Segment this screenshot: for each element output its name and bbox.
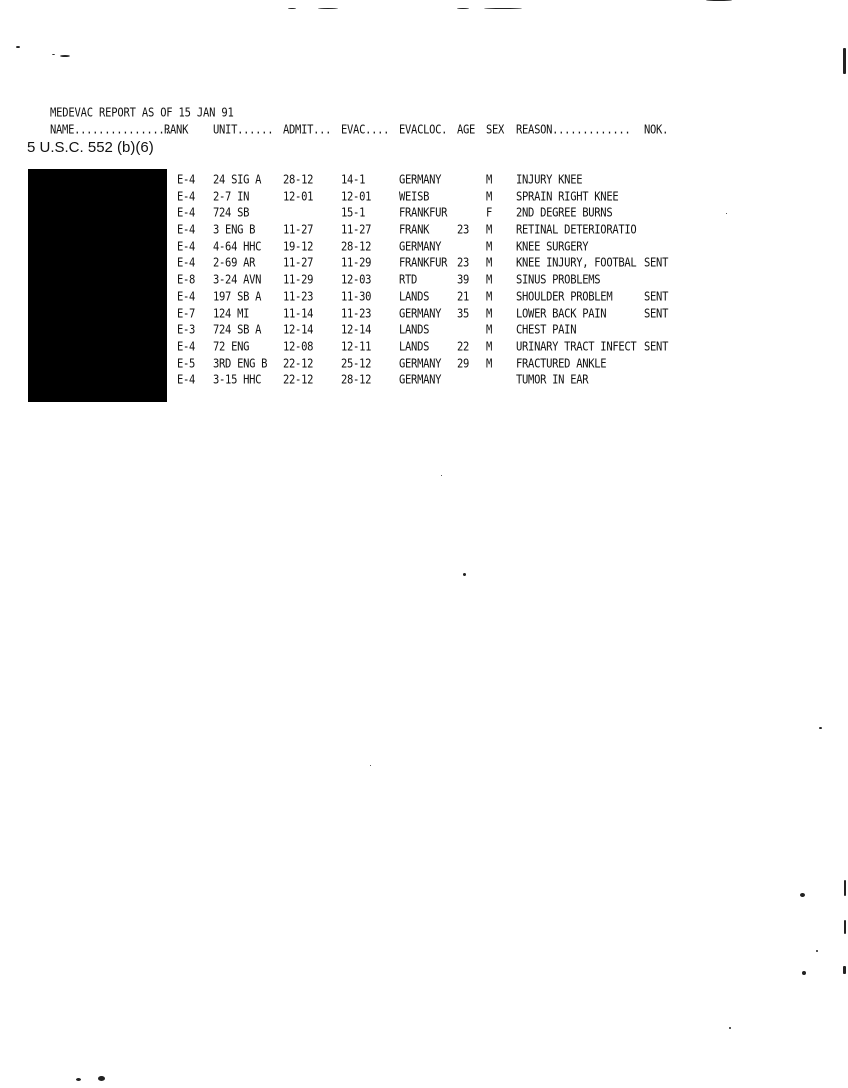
- table-row: [0, 190, 848, 207]
- cell-rank: E-4: [177, 173, 196, 187]
- cell-unit: 3RD ENG B: [213, 356, 268, 371]
- column-header-sex: SEX: [486, 123, 505, 137]
- cell-nok: SENT: [644, 256, 669, 271]
- cell-reason: FRACTURED ANKLE: [516, 356, 607, 371]
- cell-rank: E-4: [177, 256, 196, 271]
- cell-admit: 11-23: [283, 289, 314, 304]
- cell-rank: E-4: [177, 189, 196, 204]
- medevac-table: [0, 173, 848, 390]
- cell-unit: 4-64 HHC: [213, 239, 262, 254]
- cell-reason: SPRAIN RIGHT KNEE: [516, 189, 619, 204]
- cell-evac: 11-30: [341, 289, 372, 304]
- cell-rank: E-4: [177, 223, 196, 237]
- cell-reason: SHOULDER PROBLEM: [516, 289, 613, 304]
- cell-unit: 3-24 AVN: [213, 273, 262, 287]
- report-title: MEDEVAC REPORT AS OF 15 JAN 91: [50, 106, 234, 120]
- cell-unit: 2-69 AR: [213, 256, 256, 271]
- cell-rank: E-7: [177, 306, 196, 321]
- cell-age: 23: [457, 223, 470, 237]
- cell-sex: M: [486, 173, 493, 187]
- cell-unit: 3 ENG B: [213, 223, 256, 237]
- cell-admit: 11-29: [283, 273, 314, 287]
- cell-nok: SENT: [644, 339, 669, 354]
- cell-reason: CHEST PAIN: [516, 323, 577, 337]
- cell-unit: 72 ENG: [213, 339, 250, 354]
- table-row: [0, 307, 848, 324]
- cell-evacloc: GERMANY: [399, 239, 442, 254]
- cell-rank: E-5: [177, 356, 196, 371]
- cell-sex: M: [486, 189, 493, 204]
- cell-age: 23: [457, 256, 470, 271]
- table-row: [0, 273, 848, 290]
- cell-nok: SENT: [644, 289, 669, 304]
- table-row: [0, 340, 848, 357]
- cell-age: 21: [457, 289, 470, 304]
- cell-admit: 11-27: [283, 256, 314, 271]
- cell-age: 22: [457, 339, 470, 354]
- cell-evac: 28-12: [341, 239, 372, 254]
- cell-evacloc: GERMANY: [399, 373, 442, 388]
- column-header-evacloc: EVACLOC.: [399, 123, 448, 137]
- cell-reason: INJURY KNEE: [516, 173, 583, 187]
- table-row: [0, 240, 848, 257]
- cell-unit: 197 SB A: [213, 289, 262, 304]
- column-header-rank: RANK: [164, 123, 189, 137]
- cell-admit: 12-01: [283, 189, 314, 204]
- cell-evac: 12-14: [341, 323, 372, 337]
- cell-sex: F: [486, 206, 493, 221]
- table-row: [0, 206, 848, 223]
- cell-evacloc: RTD: [399, 273, 418, 287]
- cell-rank: E-4: [177, 239, 196, 254]
- cell-evac: 14-1: [341, 173, 366, 187]
- table-row: [0, 223, 848, 240]
- cell-sex: M: [486, 356, 493, 371]
- cell-sex: M: [486, 239, 493, 254]
- cell-evacloc: LANDS: [399, 323, 430, 337]
- cell-admit: 12-08: [283, 339, 314, 354]
- column-header-nok: NOK.: [644, 123, 669, 137]
- cell-evacloc: FRANKFUR: [399, 206, 448, 221]
- cell-evacloc: GERMANY: [399, 173, 442, 187]
- cell-admit: 22-12: [283, 373, 314, 388]
- cell-unit: 3-15 HHC: [213, 373, 262, 388]
- cell-evacloc: LANDS: [399, 289, 430, 304]
- cell-admit: 11-27: [283, 223, 314, 237]
- column-header-age: AGE: [457, 123, 476, 137]
- cell-sex: M: [486, 273, 493, 287]
- cell-nok: SENT: [644, 306, 669, 321]
- column-header-evac: EVAC....: [341, 123, 390, 137]
- cell-reason: SINUS PROBLEMS: [516, 273, 601, 287]
- cell-reason: KNEE SURGERY: [516, 239, 589, 254]
- table-row: [0, 290, 848, 307]
- cell-reason: 2ND DEGREE BURNS: [516, 206, 613, 221]
- cell-admit: 19-12: [283, 239, 314, 254]
- column-header-row: [0, 123, 848, 137]
- cell-rank: E-4: [177, 339, 196, 354]
- table-row: [0, 173, 848, 190]
- cell-reason: URINARY TRACT INFECT: [516, 339, 637, 354]
- cell-unit: 724 SB A: [213, 323, 262, 337]
- cell-age: 39: [457, 273, 470, 287]
- cell-reason: TUMOR IN EAR: [516, 373, 589, 388]
- foia-exemption-label: 5 U.S.C. 552 (b)(6): [27, 139, 154, 156]
- cell-reason: LOWER BACK PAIN: [516, 306, 607, 321]
- cell-unit: 2-7 IN: [213, 189, 250, 204]
- cell-sex: M: [486, 323, 493, 337]
- cell-evacloc: LANDS: [399, 339, 430, 354]
- cell-reason: RETINAL DETERIORATIO: [516, 223, 637, 237]
- cell-evac: 25-12: [341, 356, 372, 371]
- cell-sex: M: [486, 289, 493, 304]
- cell-rank: E-3: [177, 323, 196, 337]
- cell-age: 35: [457, 306, 470, 321]
- cell-evacloc: FRANK: [399, 223, 430, 237]
- table-row: [0, 357, 848, 374]
- column-header-name: NAME................: [50, 123, 171, 137]
- cell-sex: M: [486, 223, 493, 237]
- cell-evacloc: WEISB: [399, 189, 430, 204]
- cell-sex: M: [486, 306, 493, 321]
- cell-unit: 724 SB: [213, 206, 250, 221]
- cell-evacloc: GERMANY: [399, 306, 442, 321]
- cell-rank: E-4: [177, 206, 196, 221]
- cell-admit: 22-12: [283, 356, 314, 371]
- cell-evac: 12-01: [341, 189, 372, 204]
- cell-evac: 12-03: [341, 273, 372, 287]
- cell-evacloc: FRANKFUR: [399, 256, 448, 271]
- cell-evac: 12-11: [341, 339, 372, 354]
- cell-reason: KNEE INJURY, FOOTBAL: [516, 256, 637, 271]
- cell-sex: M: [486, 339, 493, 354]
- cell-unit: 124 MI: [213, 306, 250, 321]
- column-header-unit: UNIT......: [213, 123, 274, 137]
- cell-rank: E-8: [177, 273, 196, 287]
- column-header-reason: REASON.............: [516, 123, 631, 137]
- cell-evac: 28-12: [341, 373, 372, 388]
- cell-evac: 11-29: [341, 256, 372, 271]
- cell-evacloc: GERMANY: [399, 356, 442, 371]
- cell-admit: 12-14: [283, 323, 314, 337]
- cell-admit: 28-12: [283, 173, 314, 187]
- cell-evac: 11-23: [341, 306, 372, 321]
- cell-evac: 11-27: [341, 223, 372, 237]
- cell-age: 29: [457, 356, 470, 371]
- table-row: [0, 323, 848, 340]
- cell-unit: 24 SIG A: [213, 173, 262, 187]
- cell-sex: M: [486, 256, 493, 271]
- cell-evac: 15-1: [341, 206, 366, 221]
- cell-rank: E-4: [177, 373, 196, 388]
- cell-rank: E-4: [177, 289, 196, 304]
- table-row: [0, 373, 848, 390]
- column-header-admit: ADMIT...: [283, 123, 332, 137]
- cell-admit: 11-14: [283, 306, 314, 321]
- table-row: [0, 256, 848, 273]
